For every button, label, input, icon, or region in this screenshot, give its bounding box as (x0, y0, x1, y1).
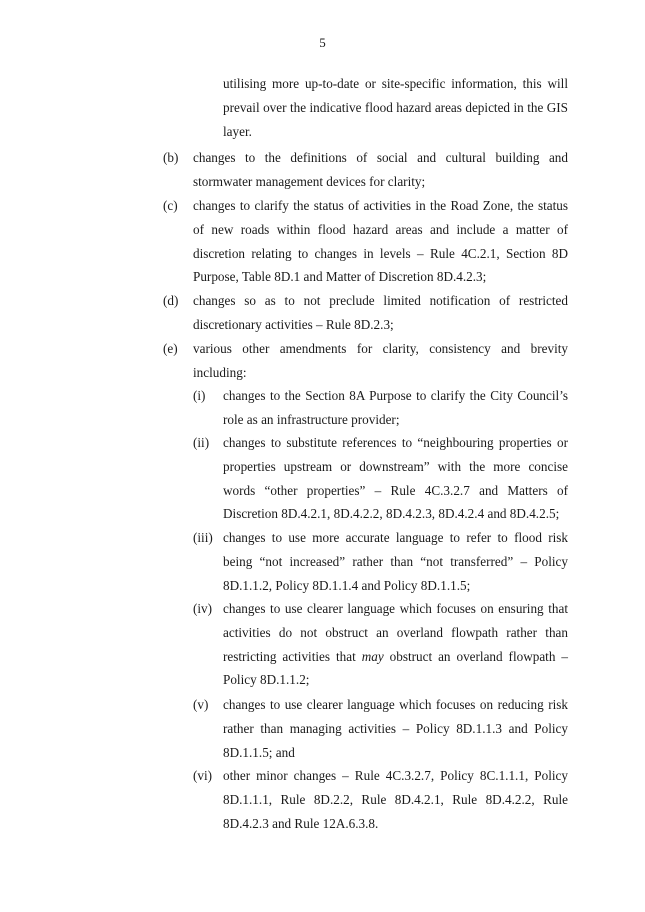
subparagraph-iii-text: changes to use more accurate language to refer to flood risk being “not increased” rather than “not transferred” – Policy 8D.1.1.2, Policy 8D.1.1.4 and Policy 8D.1.1.5; (223, 530, 568, 593)
subparagraph-iv-text-before: changes to use clearer language which focuses on ensuring that activities do not obstruct an overland flowpath rather than restricting activities that (223, 601, 568, 664)
subparagraph-v-text: changes to use clearer language which focuses on reducing risk rather than managing activities – Policy 8D.1.1.3 and Policy 8D.1.1.5; and (223, 697, 568, 760)
paragraph-d-text: changes so as to not preclude limited notification of restricted discretionary activities – Rule 8D.2.3; (193, 293, 568, 332)
paragraph-c-text: changes to clarify the status of activities in the Road Zone, the status of new roads within flood hazard areas and include a matter of discretion relating to changes in levels – Rule 4C.2.1, Section 8D Purpose, Table 8D.1 and Matter of Discretion 8D.4.2.3; (193, 198, 568, 285)
subparagraph-iv-emphasis: may (361, 648, 384, 664)
paragraph-d (193, 289, 568, 337)
subparagraph-iii-label: (iii) (193, 530, 213, 545)
paragraph-e-label: (e) (163, 341, 178, 356)
subparagraph-i (223, 384, 568, 432)
subparagraph-vi (223, 764, 568, 835)
subparagraph-iv (223, 597, 568, 692)
paragraph-b-label: (b) (163, 150, 179, 165)
subparagraph-iv-label: (iv) (193, 601, 213, 616)
page-number: 5 (319, 35, 326, 50)
continuation-paragraph (223, 72, 568, 143)
subparagraph-vi-text: other minor changes – Rule 4C.3.2.7, Policy 8C.1.1.1, Policy 8D.1.1.1, Rule 8D.2.2, Rule 8D.4.2.1, Rule 8D.4.2.2, Rule 8D.4.2.3 and Rule 12A.6.3.8. (223, 768, 568, 831)
paragraph-e (193, 337, 568, 385)
subparagraph-iv-text-after: obstruct an overland flowpath – Policy 8D.1.1.2; (223, 648, 568, 688)
paragraph-b (193, 146, 568, 194)
subparagraph-v-label: (v) (193, 697, 209, 712)
paragraph-c-label: (c) (163, 198, 178, 213)
continuation-text: utilising more up-to-date or site-specific information, this will prevail over the indicative flood hazard areas depicted in the GIS layer. (223, 76, 568, 139)
paragraph-c (193, 194, 568, 289)
subparagraph-ii-text: changes to substitute references to “neighbouring properties or properties upstream or downstream” with the more concise words “other properties” – Rule 4C.3.2.7 and Matters of Discretion 8D.4.2.1, 8D.4.2.2, 8D.4.2.3, 8D.4.2.4 and 8D.4.2.5; (223, 435, 568, 522)
subparagraph-iii (223, 526, 568, 597)
subparagraph-vi-label: (vi) (193, 768, 213, 783)
subparagraph-i-text: changes to the Section 8A Purpose to clarify the City Council’s role as an infrastructure provider; (223, 388, 568, 427)
subparagraph-ii-label: (ii) (193, 435, 210, 450)
subparagraph-ii (223, 431, 568, 526)
subparagraph-v (223, 693, 568, 764)
subparagraph-i-label: (i) (193, 388, 206, 403)
paragraph-d-label: (d) (163, 293, 179, 308)
subparagraph-iv-text (223, 597, 568, 692)
paragraph-e-text: various other amendments for clarity, consistency and brevity including: (193, 341, 568, 380)
paragraph-b-text: changes to the definitions of social and cultural building and stormwater management devices for clarity; (193, 150, 568, 189)
